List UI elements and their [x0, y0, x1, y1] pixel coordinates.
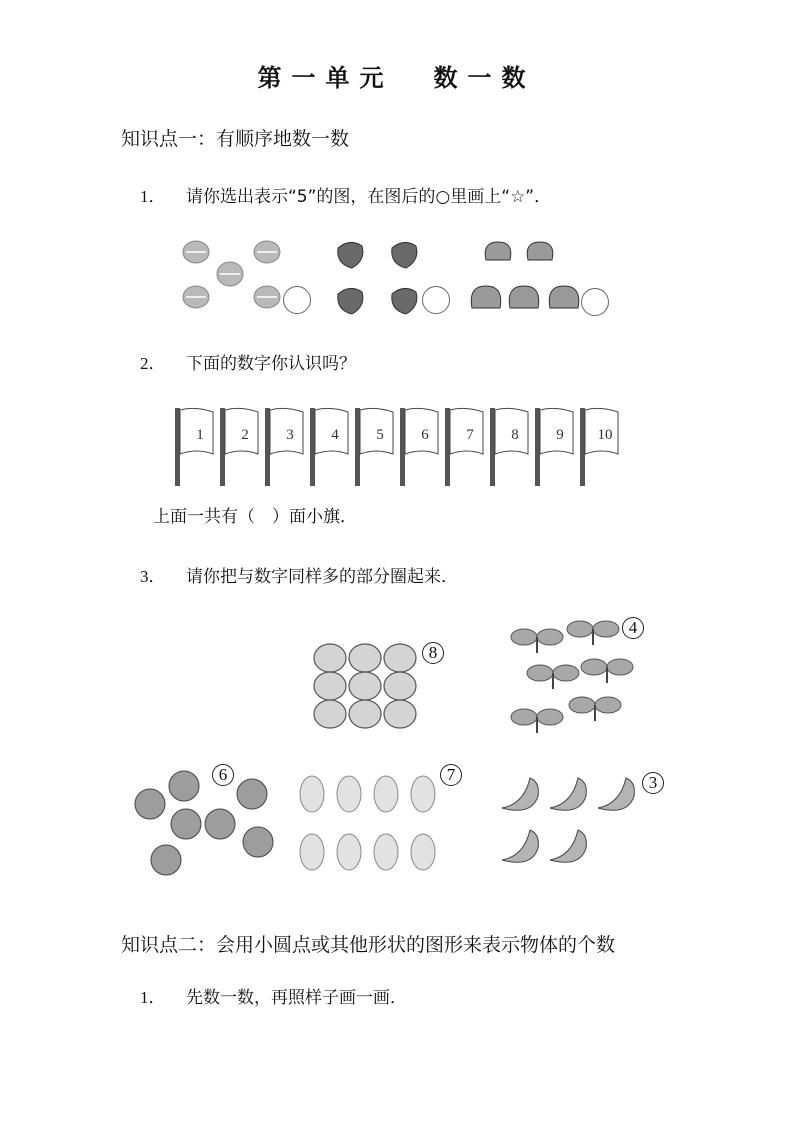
- q3-prompt: [140, 562, 458, 587]
- q3-text: 请你把与数字同样多的部分圈起来．: [186, 567, 458, 587]
- flag-5: 5: [355, 406, 399, 486]
- count-badge-8: 8: [422, 642, 444, 664]
- s2-q1-text: 先数一数，再照样子画一画．: [186, 988, 407, 1008]
- pepper-group[interactable]: [494, 768, 674, 874]
- tomato-group[interactable]: [126, 762, 286, 880]
- q3-number: 3．: [140, 567, 166, 586]
- q1-number: 1．: [140, 187, 166, 206]
- unit-name: 数一数: [433, 63, 536, 92]
- beach-ball-group: [178, 236, 318, 318]
- rabbit-icons: [294, 764, 444, 882]
- flag-1: 1: [175, 406, 219, 486]
- flag-row: [175, 406, 625, 488]
- answer-circle-3[interactable]: [581, 288, 609, 316]
- count-badge-3: 3: [642, 772, 664, 794]
- section1-heading: 知识点一：有顺序地数一数: [121, 128, 350, 150]
- strawberry-group: [330, 236, 450, 318]
- flag-6: 6: [400, 406, 444, 486]
- q1-text: 请你选出表示“5”的图，在图后的○里画上“☆”．: [186, 187, 552, 207]
- tomato-icons: [126, 762, 276, 880]
- q2-text: 下面的数字你认识吗？: [186, 354, 356, 374]
- pepper-icons: [494, 768, 654, 874]
- count-badge-7: 7: [440, 764, 462, 786]
- answer-circle-1[interactable]: [283, 286, 311, 314]
- section2-heading: 知识点二：会用小圆点或其他形状的图形来表示物体的个数: [121, 934, 616, 956]
- q2-fill-blank[interactable]: 上面一共有（ ）面小旗．: [153, 507, 357, 527]
- flag-2: 2: [220, 406, 264, 486]
- s2-q1-number: 1．: [140, 988, 166, 1007]
- rabbit-group[interactable]: [294, 764, 469, 882]
- sprout-group[interactable]: [510, 615, 680, 743]
- count-badge-6: 6: [212, 764, 234, 786]
- shell-group: [468, 236, 613, 318]
- apple-group[interactable]: [312, 640, 452, 732]
- flag-9: 9: [535, 406, 579, 486]
- flag-8: 8: [490, 406, 534, 486]
- page-title: [0, 58, 793, 93]
- s2-q1-prompt: [140, 983, 407, 1008]
- flag-7: 7: [445, 406, 489, 486]
- apple-icons: [312, 640, 422, 732]
- q1-prompt: [140, 182, 551, 207]
- flag-10: 10: [580, 406, 624, 486]
- q2-number: 2．: [140, 354, 166, 373]
- flag-4: 4: [310, 406, 354, 486]
- answer-circle-2[interactable]: [422, 286, 450, 314]
- count-badge-4: 4: [622, 617, 644, 639]
- q2-prompt: [140, 349, 356, 374]
- unit-label: 第一单元: [257, 63, 394, 92]
- flag-3: 3: [265, 406, 309, 486]
